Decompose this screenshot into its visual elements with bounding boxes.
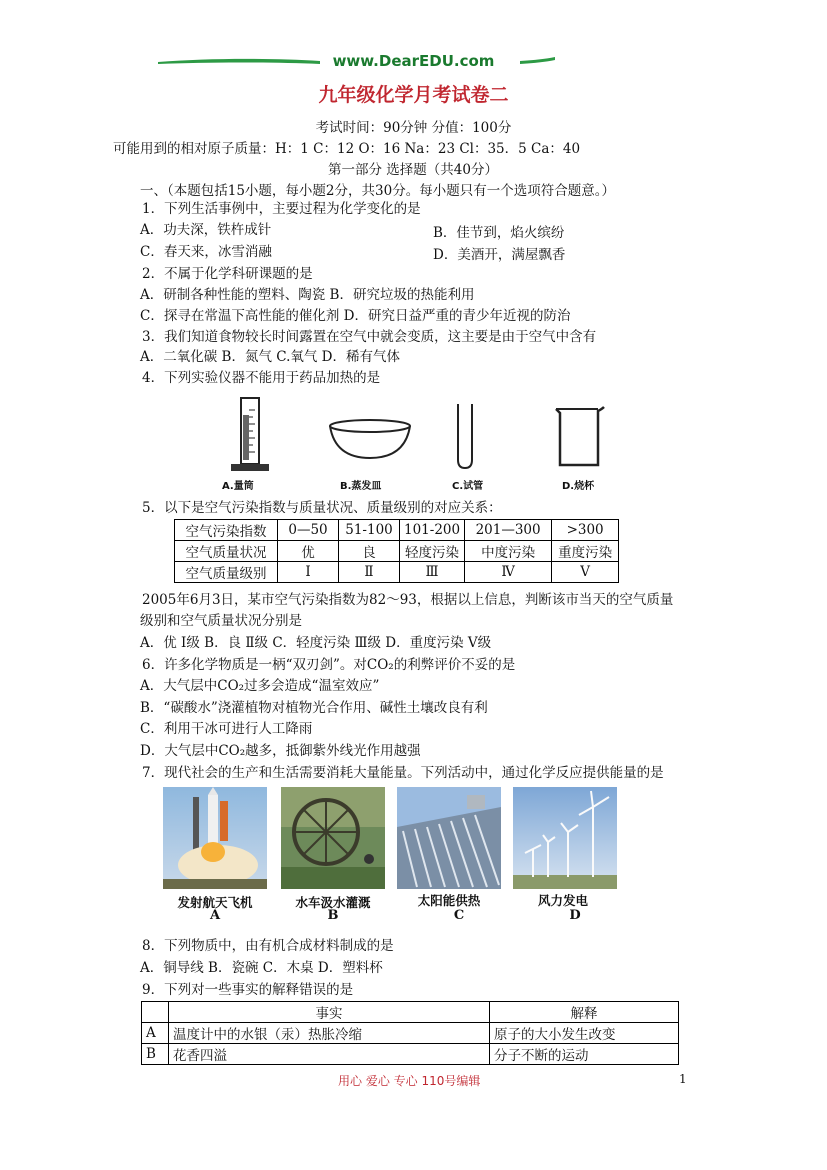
table-cell: 重度污染 bbox=[552, 541, 619, 562]
q5-stem: 5．以下是空气污染指数与质量状况、质量级别的对应关系： bbox=[142, 500, 502, 516]
q7-stem: 7．现代社会的生产和生活需要消耗大量能量。下列活动中，通过化学反应提供能量的是 bbox=[142, 765, 664, 781]
exam-time: 考试时间：90分钟 分值：100分 bbox=[315, 120, 512, 136]
q7-letter-d: D bbox=[569, 908, 581, 923]
q9-stem: 9．下列对一些事实的解释错误的是 bbox=[142, 982, 354, 998]
site-url: www.DearEDU.com bbox=[332, 52, 495, 70]
table-cell: Ⅴ bbox=[552, 562, 619, 583]
table-cell: Ⅳ bbox=[465, 562, 552, 583]
solar-heater-image bbox=[397, 787, 501, 889]
table-cell: 201—300 bbox=[465, 520, 552, 541]
page-number: 1 bbox=[679, 1072, 687, 1086]
q7-letter-a: A bbox=[209, 908, 221, 923]
q2-options-cd: C．探寻在常温下高性能的催化剂 D．研究日益严重的青少年近视的防治 bbox=[140, 308, 571, 324]
evaporating-dish-image bbox=[325, 418, 415, 463]
table-cell: 101-200 bbox=[400, 520, 465, 541]
table-cell: 花香四溢 bbox=[169, 1044, 490, 1065]
q4-stem: 4．下列实验仪器不能用于药品加热的是 bbox=[142, 370, 381, 386]
table-cell: 事实 bbox=[169, 1002, 490, 1023]
table-cell: 51-100 bbox=[339, 520, 400, 541]
table-cell: 解释 bbox=[490, 1002, 679, 1023]
wind-turbines-image bbox=[513, 787, 617, 889]
q5-text-line1: 2005年6月3日，某市空气污染指数为82～93，根据以上信息，判断该市当天的空气质量 bbox=[142, 592, 674, 608]
q7-caption-d: 风力发电 bbox=[537, 893, 588, 908]
beaker-image bbox=[550, 405, 610, 470]
table-cell: 中度污染 bbox=[465, 541, 552, 562]
table-cell: 空气质量级别 bbox=[175, 562, 278, 583]
q4-caption-c: C.试管 bbox=[452, 481, 484, 492]
waterwheel-image bbox=[281, 787, 385, 889]
q6-option-c: C．利用干冰可进行人工降雨 bbox=[140, 721, 313, 737]
atomic-masses: 可能用到的相对原子质量：H：1 C：12 O：16 Na：23 Cl：35．5 Ca：40 bbox=[113, 141, 581, 157]
table-cell: 原子的大小发生改变 bbox=[490, 1023, 679, 1044]
q7-caption-a: 发射航天飞机 bbox=[177, 895, 253, 910]
table-cell: 优 bbox=[278, 541, 339, 562]
table-cell: A bbox=[142, 1023, 169, 1044]
table-cell: Ⅲ bbox=[400, 562, 465, 583]
q1-option-c: C．春天来，冰雪消融 bbox=[140, 244, 272, 260]
table-cell: 空气质量状况 bbox=[175, 541, 278, 562]
table-cell: 空气污染指数 bbox=[175, 520, 278, 541]
q1-option-d: D．美酒开，满屋飘香 bbox=[433, 247, 566, 263]
q3-stem: 3．我们知道食物较长时间露置在空气中就会变质，这主要是由于空气中含有 bbox=[142, 329, 597, 345]
q6-stem: 6．许多化学物质是一柄“双刃剑”。对CO₂的利弊评价不妥的是 bbox=[142, 657, 516, 673]
table-cell: Ⅱ bbox=[339, 562, 400, 583]
aqi-table bbox=[174, 519, 619, 583]
table-cell: 温度计中的水银（汞）热胀冷缩 bbox=[169, 1023, 490, 1044]
q1-option-a: A．功夫深，铁杵成针 bbox=[140, 222, 272, 238]
q7-caption-b: 水车汲水灌溉 bbox=[295, 895, 371, 910]
space-shuttle-launch-image bbox=[163, 787, 267, 889]
q2-options-ab: A．研制各种性能的塑料、陶瓷 B．研究垃圾的热能利用 bbox=[140, 287, 475, 303]
table-cell bbox=[142, 1002, 169, 1023]
table-cell: 分子不断的运动 bbox=[490, 1044, 679, 1065]
q4-caption-b: B.蒸发皿 bbox=[340, 481, 382, 492]
q6-option-d: D．大气层中CO₂越多，抵御紫外线光作用越强 bbox=[140, 743, 421, 759]
q5-text-line2: 级别和空气质量状况分别是 bbox=[140, 613, 302, 629]
q6-option-a: A．大气层中CO₂过多会造成“温室效应” bbox=[140, 678, 380, 694]
q3-options: A．二氧化碳 B．氮气 C.氧气 D．稀有气体 bbox=[140, 349, 401, 365]
table-cell: 轻度污染 bbox=[400, 541, 465, 562]
q7-letter-b: B bbox=[327, 908, 339, 923]
section-heading: 一、（本题包括15小题，每小题2分，共30分。每小题只有一个选项符合题意。） bbox=[140, 183, 615, 199]
graduated-cylinder-image bbox=[225, 395, 275, 475]
table-cell: B bbox=[142, 1044, 169, 1065]
q4-caption-d: D.烧杯 bbox=[562, 481, 595, 492]
q5-options: A．优 Ⅰ级 B．良 Ⅱ级 C．轻度污染 Ⅲ级 D．重度污染 Ⅴ级 bbox=[140, 635, 492, 651]
part-heading: 第一部分 选择题（共40分） bbox=[328, 162, 498, 178]
q9-table bbox=[141, 1001, 679, 1065]
q2-stem: 2．不属于化学科研课题的是 bbox=[142, 266, 313, 282]
q7-letter-c: C bbox=[453, 908, 465, 923]
test-tube-image bbox=[450, 402, 480, 472]
q8-options: A．铜导线 B．瓷碗 C．木桌 D．塑料杯 bbox=[140, 960, 383, 976]
footer-slogan: 用心 爱心 专心 110号编辑 bbox=[338, 1074, 481, 1088]
q7-caption-c: 太阳能供热 bbox=[417, 893, 481, 908]
table-cell: >300 bbox=[552, 520, 619, 541]
page-title: 九年级化学月考试卷二 bbox=[318, 84, 509, 106]
table-cell: Ⅰ bbox=[278, 562, 339, 583]
q1-stem: 1．下列生活事例中，主要过程为化学变化的是 bbox=[142, 201, 421, 217]
table-cell: 0—50 bbox=[278, 520, 339, 541]
q1-option-b: B．佳节到，焰火缤纷 bbox=[433, 225, 565, 241]
table-cell: 良 bbox=[339, 541, 400, 562]
q8-stem: 8．下列物质中，由有机合成材料制成的是 bbox=[142, 938, 394, 954]
q6-option-b: B．“碳酸水”浇灌植物对植物光合作用、碱性土壤改良有利 bbox=[140, 700, 488, 716]
q4-caption-a: A.量筒 bbox=[222, 481, 254, 492]
